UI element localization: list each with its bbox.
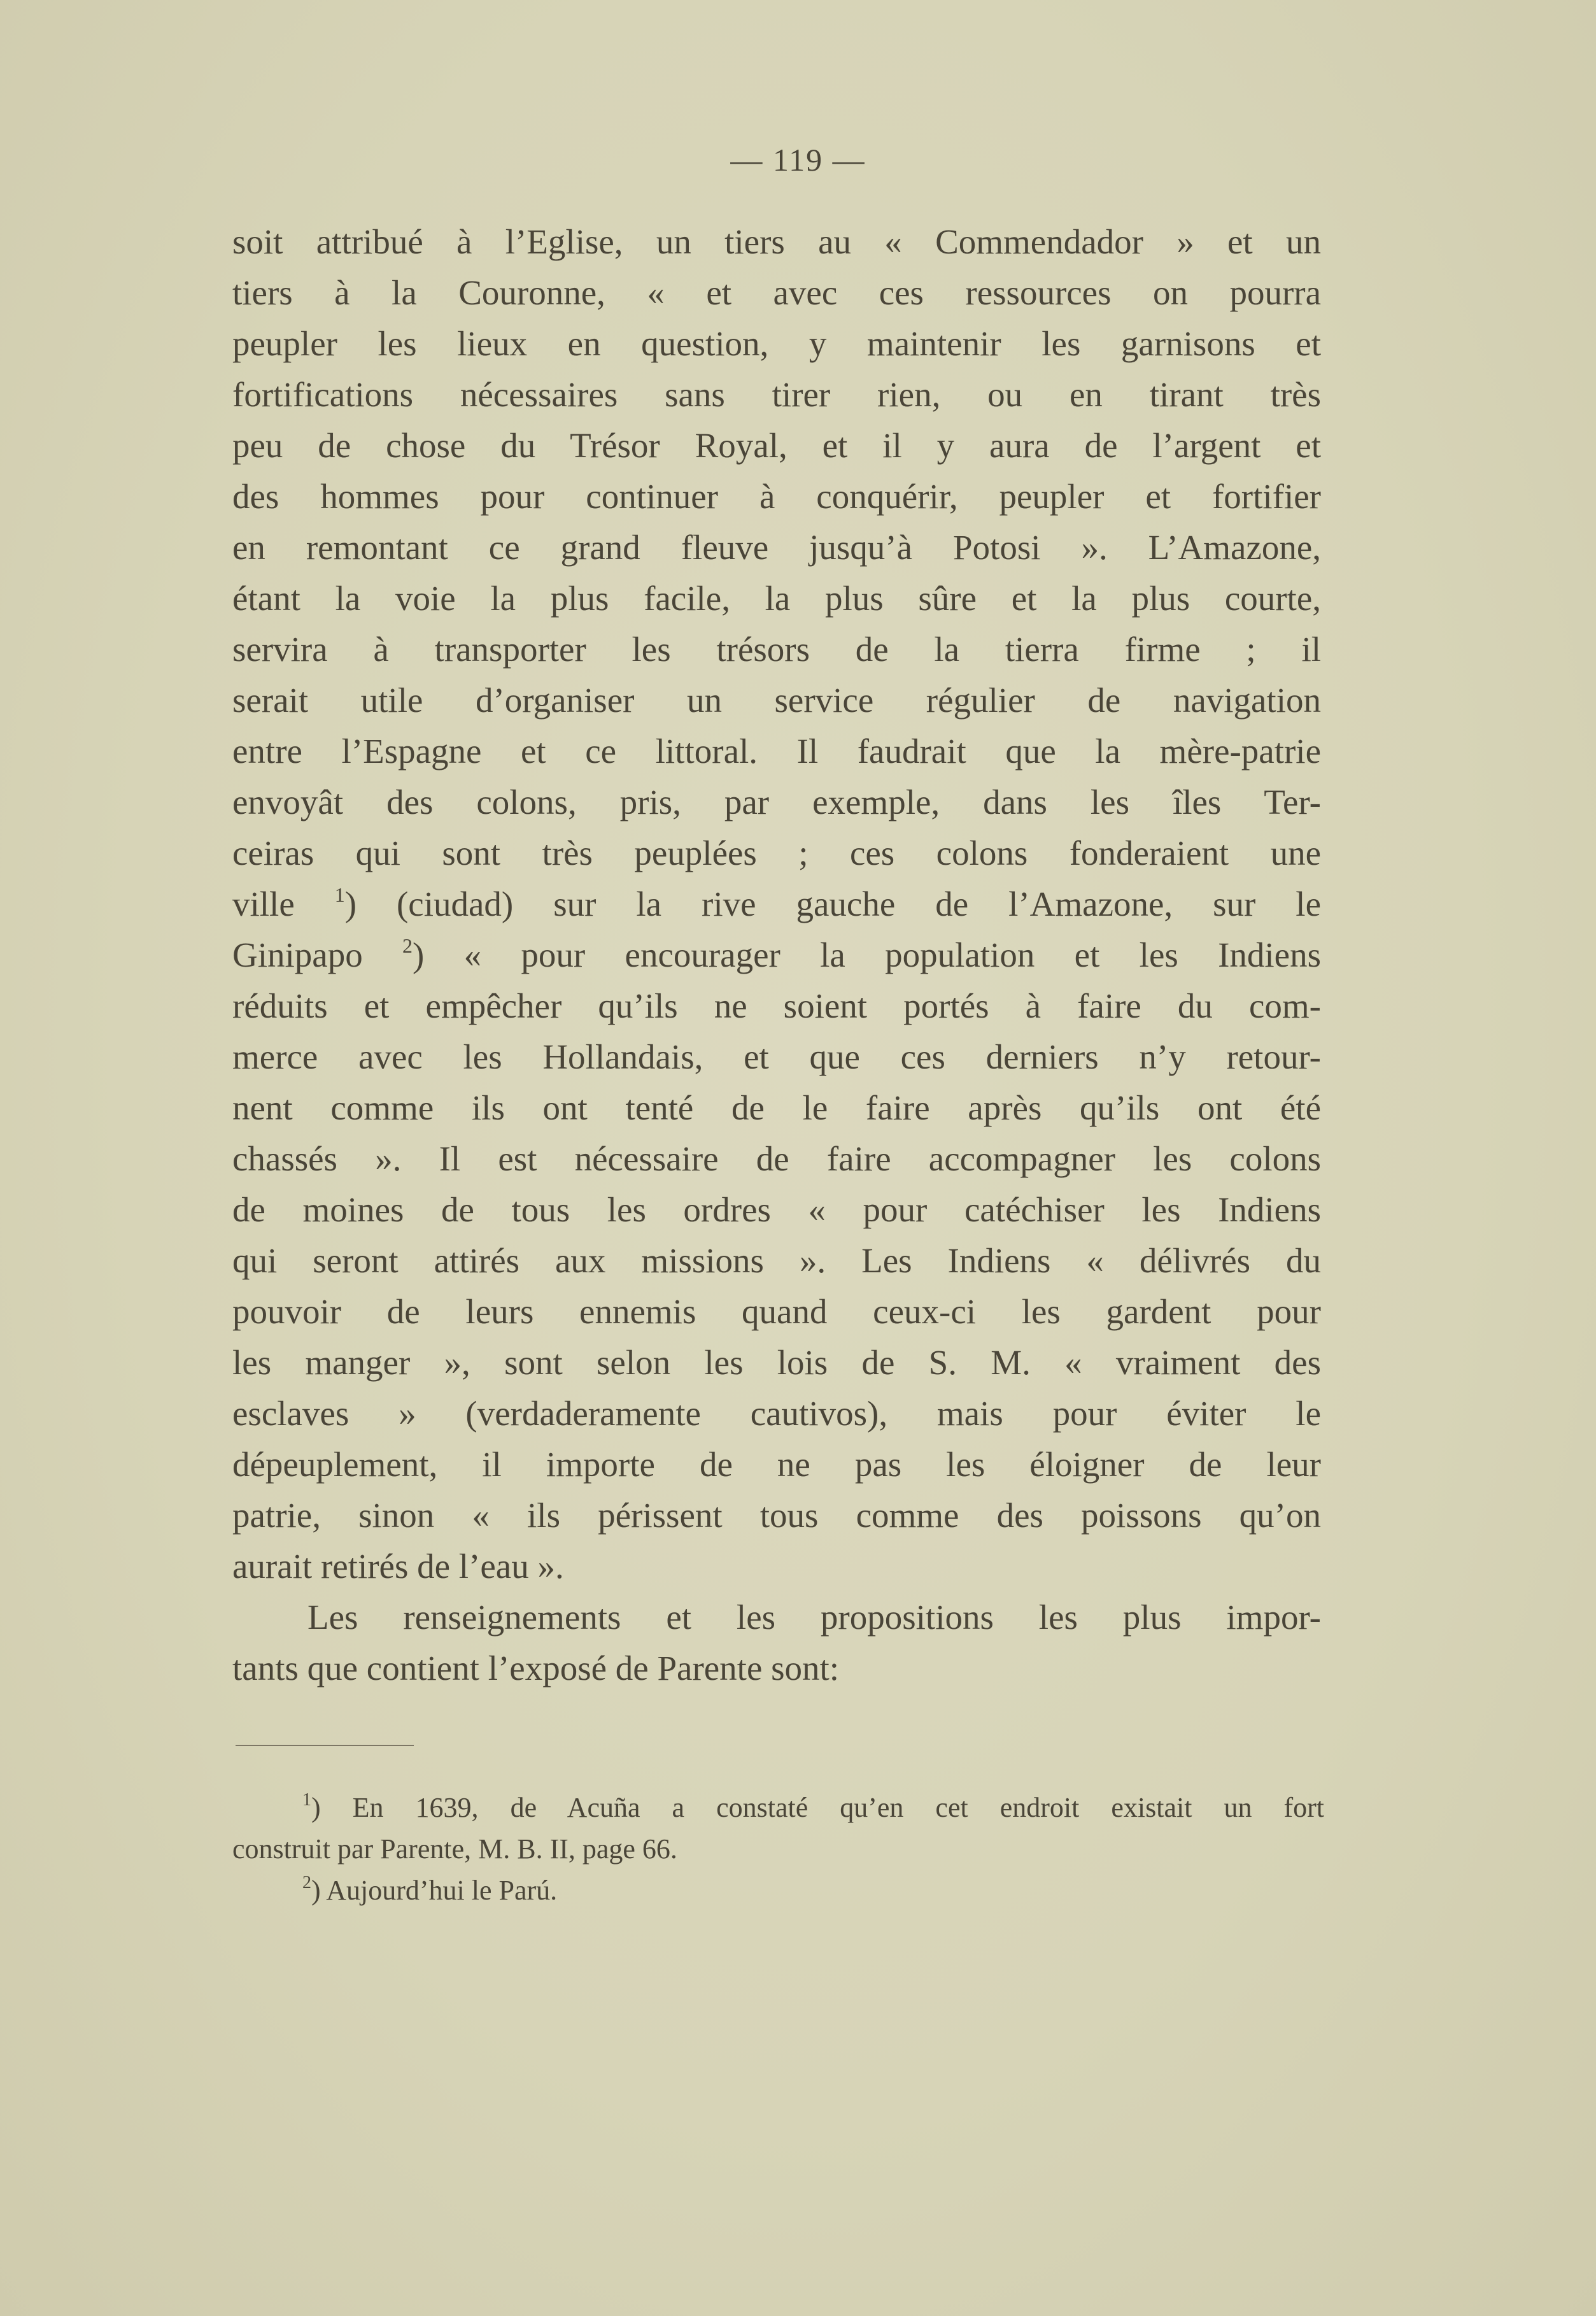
paragraph-2-line: Les renseignements et les propositions les plus impor- <box>307 1598 1321 1637</box>
text-line: fortifications nécessaires sans tirer rien, ou en tirant très <box>232 375 1321 414</box>
text-line: peu de chose du Trésor Royal, et il y aura de l’argent et <box>232 426 1321 465</box>
text-line: étant la voie la plus facile, la plus sûre et la plus courte, <box>232 579 1321 618</box>
text-line: merce avec les Hollandais, et que ces derniers n’y retour- <box>232 1037 1321 1076</box>
text-line: de moines de tous les ordres « pour catéchiser les Indiens <box>232 1190 1321 1229</box>
text-line: serait utile d’organiser un service régulier de navigation <box>232 681 1321 720</box>
footnote-text: ) En 1639, de Acuña a constaté qu’en cet endroit existait un fort <box>311 1792 1324 1823</box>
text-line: patrie, sinon « ils périssent tous comme des poissons qu’on <box>232 1496 1321 1535</box>
footnote-1-continuation: construit par Parente, M. B. II, page 66. <box>232 1833 677 1865</box>
text-line: des hommes pour continuer à conquérir, peupler et fortifier <box>232 477 1321 516</box>
footnote-divider <box>236 1745 414 1746</box>
text-line: soit attribué à l’Eglise, un tiers au « Commendador » et un <box>232 222 1321 261</box>
paragraph-2-line: tants que contient l’exposé de Parente sont: <box>232 1649 840 1687</box>
text-line: nent comme ils ont tenté de le faire après qu’ils ont été <box>232 1088 1321 1127</box>
text-line: servira à transporter les trésors de la tierra firme ; il <box>232 630 1321 669</box>
text-line: envoyât des colons, pris, par exemple, dans les îles Ter- <box>232 783 1321 821</box>
text-line: qui seront attirés aux missions ». Les Indiens « délivrés du <box>232 1241 1321 1280</box>
body-text <box>232 217 1321 1694</box>
text-segment: ville <box>232 884 335 923</box>
text-line: chassés ». Il est nécessaire de faire accompagner les colons <box>232 1139 1321 1178</box>
text-line: pouvoir de leurs ennemis quand ceux-ci les gardent pour <box>232 1292 1321 1331</box>
footnote-2 <box>232 1870 1324 1911</box>
footnote-text: ) Aujourd’hui le Parú. <box>311 1875 558 1906</box>
footnote-1 <box>232 1787 1324 1828</box>
text-line: ceiras qui sont très peuplées ; ces colons fonderaient une <box>232 834 1321 872</box>
footnote-ref-1: 1 <box>334 883 345 906</box>
text-line: dépeuplement, il importe de ne pas les éloigner de leur <box>232 1445 1321 1484</box>
text-line: entre l’Espagne et ce littoral. Il faudrait que la mère-patrie <box>232 732 1321 771</box>
text-line: tiers à la Couronne, « et avec ces ressources on pourra <box>232 273 1321 312</box>
text-segment: Ginipapo <box>232 935 402 974</box>
text-line: peupler les lieux en question, y maintenir les garnisons et <box>232 324 1321 363</box>
text-segment: ) « pour encourager la population et les Indiens <box>413 935 1321 974</box>
text-line: réduits et empêcher qu’ils ne soient portés à faire du com- <box>232 986 1321 1025</box>
footnote-marker-2: 2 <box>302 1873 311 1893</box>
text-line-footnote-ref-1 <box>232 879 1321 930</box>
footnotes <box>232 1787 1324 1911</box>
page-number: — 119 — <box>730 142 866 178</box>
text-line: esclaves » (verdaderamente cautivos), mais pour éviter le <box>232 1394 1321 1433</box>
text-segment: ) (ciudad) sur la rive gauche de l’Amazone, sur le <box>344 884 1321 923</box>
text-line: en remontant ce grand fleuve jusqu’à Potosi ». L’Amazone, <box>232 528 1321 567</box>
text-line-footnote-ref-2 <box>232 930 1321 981</box>
footnote-marker-1: 1 <box>302 1790 311 1810</box>
text-line: aurait retirés de l’eau ». <box>232 1547 564 1586</box>
text-line: les manger », sont selon les lois de S. M. « vraiment des <box>232 1343 1321 1382</box>
footnote-ref-2: 2 <box>402 934 413 957</box>
